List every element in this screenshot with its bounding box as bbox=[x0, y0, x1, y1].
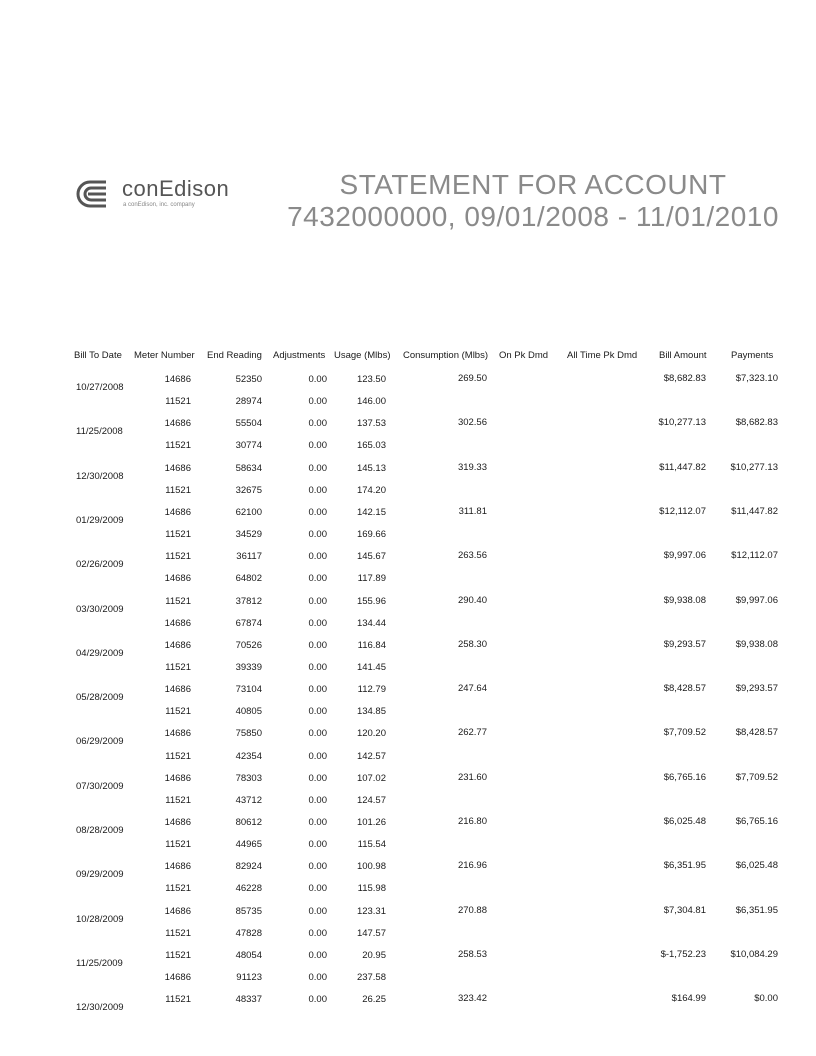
cell-usage: 123.31 bbox=[356, 905, 386, 917]
cell-end-reading: 67874 bbox=[235, 617, 262, 629]
cell-adjustments: 0.00 bbox=[308, 706, 327, 718]
cell-adjustments: 0.00 bbox=[308, 949, 327, 961]
header-adjustments: Adjustments bbox=[273, 350, 326, 361]
conedison-logo bbox=[76, 178, 256, 214]
cell-meter-number: 14686 bbox=[164, 617, 191, 629]
cell-adjustments: 0.00 bbox=[308, 927, 327, 939]
cell-adjustments: 0.00 bbox=[308, 684, 327, 696]
cell-consumption: 216.96 bbox=[457, 860, 487, 872]
statement-account-period: 7432000000, 09/01/2008 - 11/01/2010 bbox=[287, 201, 779, 232]
cell-meter-number: 14686 bbox=[164, 905, 191, 917]
cell-bill-to-date: 12/30/2008 bbox=[76, 470, 124, 482]
header-bill-to-date: Bill To Date bbox=[74, 350, 122, 361]
cell-usage: 237.58 bbox=[356, 972, 386, 984]
cell-end-reading: 47828 bbox=[235, 927, 262, 939]
cell-bill-to-date: 03/30/2009 bbox=[76, 603, 124, 615]
cell-meter-number: 14686 bbox=[164, 728, 191, 740]
cell-usage: 120.20 bbox=[356, 728, 386, 740]
cell-end-reading: 43712 bbox=[235, 794, 262, 806]
cell-meter-number: 11521 bbox=[165, 927, 191, 939]
cell-end-reading: 37812 bbox=[235, 595, 262, 607]
cell-usage: 147.57 bbox=[356, 927, 386, 939]
statement-title: STATEMENT FOR ACCOUNT bbox=[339, 169, 727, 200]
cell-bill-to-date: 10/27/2008 bbox=[76, 382, 124, 393]
cell-end-reading: 78303 bbox=[235, 772, 262, 784]
cell-usage: 137.53 bbox=[356, 418, 386, 430]
cell-usage: 134.44 bbox=[356, 617, 386, 629]
cell-usage: 124.57 bbox=[356, 794, 386, 806]
cell-adjustments: 0.00 bbox=[308, 994, 327, 1006]
cell-meter-number: 14686 bbox=[164, 374, 191, 385]
cell-usage: 26.25 bbox=[362, 994, 386, 1006]
cell-usage: 115.54 bbox=[357, 839, 386, 851]
cell-end-reading: 30774 bbox=[235, 440, 262, 452]
cell-meter-number: 11521 bbox=[165, 994, 191, 1006]
cell-end-reading: 28974 bbox=[235, 396, 262, 408]
cell-usage: 169.66 bbox=[356, 529, 386, 541]
cell-usage: 155.96 bbox=[356, 595, 386, 607]
cell-payments: $10,084.29 bbox=[730, 948, 778, 960]
cell-meter-number: 11521 bbox=[165, 661, 191, 673]
cell-meter-number: 11521 bbox=[165, 750, 191, 762]
cell-adjustments: 0.00 bbox=[308, 506, 327, 518]
cell-end-reading: 85735 bbox=[235, 905, 262, 917]
cell-usage: 101.26 bbox=[356, 817, 386, 828]
cell-consumption: 270.88 bbox=[457, 904, 487, 916]
cell-adjustments: 0.00 bbox=[308, 551, 327, 563]
cell-end-reading: 91123 bbox=[236, 972, 262, 984]
cell-adjustments: 0.00 bbox=[308, 728, 327, 740]
cell-bill-to-date: 04/29/2009 bbox=[76, 647, 124, 659]
cell-meter-number: 11521 bbox=[165, 529, 191, 541]
cell-adjustments: 0.00 bbox=[308, 529, 327, 541]
cell-adjustments: 0.00 bbox=[308, 794, 327, 806]
cell-adjustments: 0.00 bbox=[308, 883, 327, 895]
cell-meter-number: 11521 bbox=[165, 595, 191, 607]
cell-meter-number: 14686 bbox=[164, 418, 191, 430]
cell-adjustments: 0.00 bbox=[308, 595, 327, 607]
cell-meter-number: 11521 bbox=[165, 949, 191, 961]
cell-payments: $10,277.13 bbox=[730, 461, 778, 473]
cell-end-reading: 82924 bbox=[235, 861, 262, 873]
cell-end-reading: 62100 bbox=[235, 506, 262, 518]
header-all-time-pk-dmd: All Time Pk Dmd bbox=[567, 350, 638, 361]
cell-payments: $12,112.07 bbox=[731, 550, 778, 562]
cell-end-reading: 46228 bbox=[235, 883, 262, 895]
cell-adjustments: 0.00 bbox=[308, 817, 327, 828]
cell-adjustments: 0.00 bbox=[308, 839, 327, 851]
cell-end-reading: 58634 bbox=[235, 462, 262, 474]
cell-end-reading: 42354 bbox=[235, 750, 262, 762]
cell-end-reading: 48054 bbox=[235, 949, 262, 961]
cell-bill-amount: $9,997.06 bbox=[663, 550, 706, 562]
cell-usage: 145.67 bbox=[356, 551, 386, 563]
cell-usage: 115.98 bbox=[357, 883, 386, 895]
cell-meter-number: 14686 bbox=[164, 861, 191, 873]
cell-bill-to-date: 02/26/2009 bbox=[76, 559, 124, 571]
cell-adjustments: 0.00 bbox=[308, 418, 327, 430]
cell-meter-number: 11521 bbox=[165, 440, 191, 452]
cell-adjustments: 0.00 bbox=[308, 484, 327, 496]
cell-adjustments: 0.00 bbox=[308, 617, 327, 629]
cell-adjustments: 0.00 bbox=[308, 750, 327, 762]
cell-bill-amount: $6,351.95 bbox=[663, 860, 706, 872]
cell-end-reading: 64802 bbox=[235, 573, 262, 585]
cell-bill-to-date: 07/30/2009 bbox=[76, 780, 124, 792]
cell-adjustments: 0.00 bbox=[308, 772, 327, 784]
cell-bill-to-date: 10/28/2009 bbox=[76, 913, 124, 925]
logo-name: conEdison bbox=[122, 176, 230, 201]
cell-payments: $6,025.48 bbox=[735, 860, 778, 872]
cell-usage: 123.50 bbox=[356, 374, 386, 385]
cell-bill-to-date: 08/28/2009 bbox=[76, 825, 124, 836]
cell-usage: 142.57 bbox=[356, 750, 386, 762]
cell-consumption: 269.50 bbox=[457, 373, 487, 384]
cell-consumption: 302.56 bbox=[457, 417, 487, 429]
cell-bill-amount: $-1,752.23 bbox=[660, 948, 706, 960]
cell-consumption: 262.77 bbox=[457, 727, 487, 739]
cell-meter-number: 14686 bbox=[164, 573, 191, 585]
cell-consumption: 323.42 bbox=[457, 993, 487, 1005]
header-meter-number: Meter Number bbox=[134, 350, 195, 361]
cell-end-reading: 39339 bbox=[235, 661, 262, 673]
cell-payments: $9,293.57 bbox=[735, 683, 778, 695]
cell-usage: 142.15 bbox=[356, 506, 386, 518]
cell-usage: 145.13 bbox=[356, 462, 386, 474]
cell-end-reading: 32675 bbox=[235, 484, 262, 496]
cell-consumption: 311.81 bbox=[458, 505, 487, 517]
cell-meter-number: 11521 bbox=[165, 396, 191, 408]
cell-payments: $0.00 bbox=[754, 993, 778, 1005]
cell-meter-number: 14686 bbox=[164, 506, 191, 518]
cell-bill-amount: $9,293.57 bbox=[663, 638, 706, 650]
cell-end-reading: 48337 bbox=[235, 994, 262, 1006]
conedison-mark-icon bbox=[76, 178, 116, 210]
header-end-reading: End Reading bbox=[207, 350, 262, 361]
cell-end-reading: 70526 bbox=[235, 639, 262, 651]
cell-adjustments: 0.00 bbox=[308, 905, 327, 917]
cell-bill-to-date: 05/28/2009 bbox=[76, 692, 124, 704]
cell-bill-amount: $7,709.52 bbox=[663, 727, 706, 739]
cell-usage: 100.98 bbox=[356, 861, 386, 873]
cell-payments: $11,447.82 bbox=[731, 505, 778, 517]
cell-payments: $7,709.52 bbox=[735, 771, 778, 783]
cell-meter-number: 14686 bbox=[164, 684, 191, 696]
cell-bill-amount: $6,025.48 bbox=[663, 816, 706, 827]
cell-usage: 165.03 bbox=[356, 440, 386, 452]
cell-end-reading: 40805 bbox=[235, 706, 262, 718]
cell-bill-to-date: 06/29/2009 bbox=[76, 736, 124, 748]
cell-consumption: 263.56 bbox=[457, 550, 487, 562]
cell-bill-to-date: 12/30/2009 bbox=[76, 1002, 124, 1014]
cell-adjustments: 0.00 bbox=[308, 374, 327, 385]
cell-adjustments: 0.00 bbox=[308, 972, 327, 984]
cell-consumption: 319.33 bbox=[457, 461, 487, 473]
cell-consumption: 290.40 bbox=[457, 594, 487, 606]
cell-meter-number: 11521 bbox=[165, 794, 191, 806]
cell-usage: 107.02 bbox=[356, 772, 386, 784]
cell-meter-number: 11521 bbox=[165, 883, 191, 895]
cell-payments: $9,997.06 bbox=[735, 594, 778, 606]
cell-usage: 112.79 bbox=[357, 684, 386, 696]
cell-payments: $6,351.95 bbox=[735, 904, 778, 916]
cell-bill-to-date: 09/29/2009 bbox=[76, 869, 124, 881]
cell-usage: 116.84 bbox=[357, 639, 386, 651]
header-consumption: Consumption (Mlbs) bbox=[403, 350, 488, 361]
cell-meter-number: 14686 bbox=[164, 772, 191, 784]
cell-meter-number: 14686 bbox=[164, 817, 191, 828]
cell-adjustments: 0.00 bbox=[308, 440, 327, 452]
cell-end-reading: 55504 bbox=[235, 418, 262, 430]
cell-adjustments: 0.00 bbox=[308, 462, 327, 474]
cell-end-reading: 36117 bbox=[236, 551, 262, 563]
cell-adjustments: 0.00 bbox=[308, 396, 327, 408]
cell-meter-number: 11521 bbox=[165, 551, 191, 563]
cell-bill-amount: $164.99 bbox=[671, 993, 706, 1005]
cell-end-reading: 73104 bbox=[235, 684, 262, 696]
cell-bill-to-date: 11/25/2008 bbox=[76, 426, 123, 438]
cell-bill-amount: $8,682.83 bbox=[663, 373, 706, 384]
cell-bill-amount: $6,765.16 bbox=[663, 771, 706, 783]
cell-adjustments: 0.00 bbox=[308, 573, 327, 585]
cell-adjustments: 0.00 bbox=[308, 639, 327, 651]
logo-tagline: a conEdison, inc. company bbox=[123, 202, 195, 208]
cell-usage: 174.20 bbox=[356, 484, 386, 496]
cell-payments: $8,682.83 bbox=[735, 417, 778, 429]
cell-bill-amount: $10,277.13 bbox=[658, 417, 706, 429]
cell-usage: 134.85 bbox=[356, 706, 386, 718]
cell-payments: $7,323.10 bbox=[735, 373, 778, 384]
cell-bill-amount: $8,428.57 bbox=[663, 683, 706, 695]
cell-consumption: 216.80 bbox=[457, 816, 487, 827]
cell-usage: 20.95 bbox=[362, 949, 386, 961]
cell-payments: $9,938.08 bbox=[735, 638, 778, 650]
cell-bill-to-date: 01/29/2009 bbox=[76, 514, 124, 526]
header-on-pk-dmd: On Pk Dmd bbox=[499, 350, 549, 361]
cell-bill-amount: $11,447.82 bbox=[659, 461, 706, 473]
header-bill-amount: Bill Amount bbox=[659, 350, 707, 361]
cell-meter-number: 11521 bbox=[165, 706, 191, 718]
cell-bill-amount: $12,112.07 bbox=[659, 505, 706, 517]
cell-consumption: 247.64 bbox=[457, 683, 487, 695]
header-usage: Usage (Mlbs) bbox=[334, 350, 391, 361]
cell-consumption: 258.53 bbox=[457, 948, 487, 960]
cell-end-reading: 52350 bbox=[235, 374, 262, 385]
cell-bill-amount: $7,304.81 bbox=[663, 904, 706, 916]
cell-consumption: 231.60 bbox=[457, 771, 487, 783]
cell-end-reading: 34529 bbox=[235, 529, 262, 541]
cell-usage: 141.45 bbox=[356, 661, 386, 673]
cell-meter-number: 11521 bbox=[165, 839, 191, 851]
cell-consumption: 258.30 bbox=[457, 638, 487, 650]
cell-adjustments: 0.00 bbox=[308, 861, 327, 873]
header-payments: Payments bbox=[731, 350, 774, 361]
cell-end-reading: 80612 bbox=[235, 817, 262, 828]
cell-payments: $6,765.16 bbox=[735, 816, 778, 827]
cell-usage: 146.00 bbox=[356, 396, 386, 408]
cell-meter-number: 14686 bbox=[164, 639, 191, 651]
cell-meter-number: 11521 bbox=[165, 484, 191, 496]
cell-bill-amount: $9,938.08 bbox=[663, 594, 706, 606]
cell-payments: $8,428.57 bbox=[735, 727, 778, 739]
cell-usage: 117.89 bbox=[357, 573, 386, 585]
cell-meter-number: 14686 bbox=[164, 462, 191, 474]
cell-bill-to-date: 11/25/2009 bbox=[76, 957, 123, 969]
cell-meter-number: 14686 bbox=[164, 972, 191, 984]
cell-end-reading: 75850 bbox=[235, 728, 262, 740]
cell-end-reading: 44965 bbox=[235, 839, 262, 851]
cell-adjustments: 0.00 bbox=[308, 661, 327, 673]
